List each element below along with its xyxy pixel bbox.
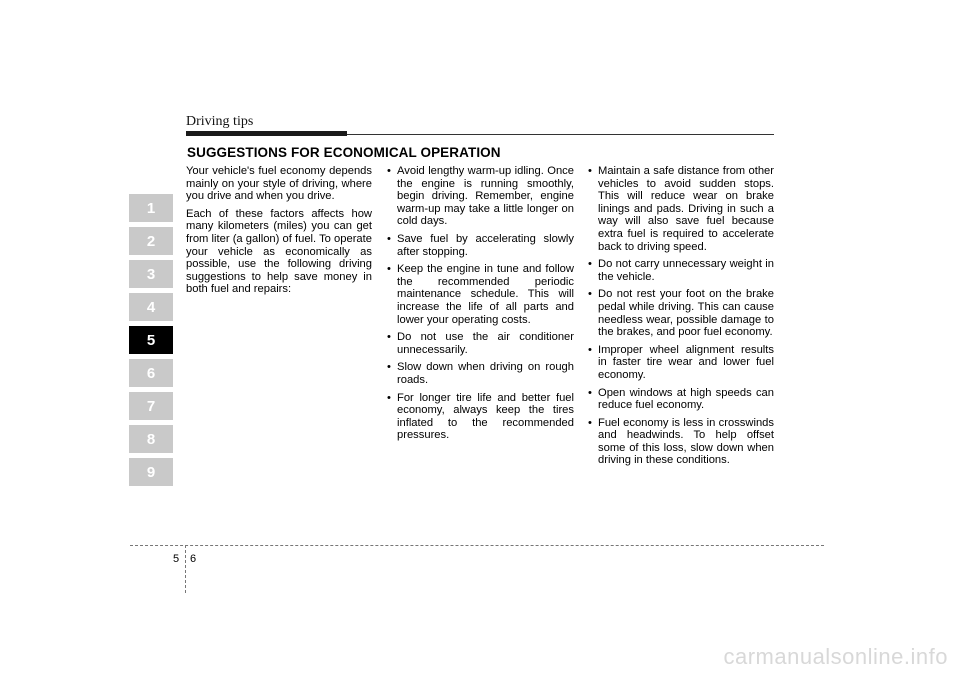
chapter-tab-4[interactable]: 4 — [129, 293, 173, 321]
footer-rule — [130, 545, 824, 546]
header-rule-thin — [347, 134, 774, 135]
chapter-tab-1[interactable]: 1 — [129, 194, 173, 222]
column-tips-1 — [385, 165, 574, 447]
tip-item: • Do not use the air conditioner unnecessarily. — [385, 331, 574, 356]
intro-paragraph: Your vehicle's fuel economy depends mainly on your style of driving, where you drive and when you drive. — [186, 165, 372, 203]
tip-item: • Save fuel by accelerating slowly after stopping. — [385, 233, 574, 258]
tip-item: • Do not carry unnecessary weight in the vehicle. — [586, 258, 774, 283]
chapter-tab-9[interactable]: 9 — [129, 458, 173, 486]
tip-item: • Do not rest your foot on the brake pedal while driving. This can cause needless wear, possible damage to the brakes, and poor fuel economy. — [586, 288, 774, 338]
chapter-tab-3[interactable]: 3 — [129, 260, 173, 288]
section-heading: SUGGESTIONS FOR ECONOMICAL OPERATION — [187, 145, 501, 160]
chapter-tab-7[interactable]: 7 — [129, 392, 173, 420]
footer-page-number: 6 — [190, 553, 197, 565]
watermark-text: carmanualsonline.info — [723, 644, 948, 669]
tips-list — [586, 165, 774, 467]
header-section-title: Driving tips — [186, 114, 254, 129]
chapter-tab-2[interactable]: 2 — [129, 227, 173, 255]
tip-item: • Slow down when driving on rough roads. — [385, 361, 574, 386]
chapter-tab-5[interactable]: 5 — [129, 326, 173, 354]
tips-list — [385, 165, 574, 442]
footer-chapter-number: 5 — [173, 553, 180, 565]
tip-item: • Open windows at high speeds can reduce fuel economy. — [586, 387, 774, 412]
column-intro — [186, 165, 372, 301]
chapter-tab-6[interactable]: 6 — [129, 359, 173, 387]
intro-paragraph: Each of these factors affects how many kilometers (miles) you can get from liter (a gallon) of fuel. To operate your vehicle as economically as possible, use the following driving suggestions to help save money in both fuel and repairs: — [186, 207, 372, 296]
column-tips-2 — [586, 165, 774, 472]
tip-item: • Improper wheel alignment results in faster tire wear and lower fuel economy. — [586, 344, 774, 382]
chapter-tab-8[interactable]: 8 — [129, 425, 173, 453]
tip-item: • Maintain a safe distance from other vehicles to avoid sudden stops. This will reduce wear on brake linings and pads. Driving in such a way will also save fuel because extra fuel is required to accelerate back to driving speed. — [586, 165, 774, 253]
chapter-tabs — [129, 194, 173, 491]
footer-divider — [185, 545, 186, 593]
tip-item: • For longer tire life and better fuel economy, always keep the tires inflated to the recommended pressures. — [385, 392, 574, 442]
header-rule-thick — [186, 131, 347, 136]
tip-item: • Avoid lengthy warm-up idling. Once the engine is running smoothly, begin driving. Remember, engine warm-up may take a little longer on cold days. — [385, 165, 574, 228]
tip-item: • Keep the engine in tune and follow the recommended periodic maintenance schedule. This will increase the life of all parts and lower your operating costs. — [385, 263, 574, 326]
tip-item: • Fuel economy is less in crosswinds and headwinds. To help offset some of this loss, slow down when driving in these conditions. — [586, 417, 774, 467]
